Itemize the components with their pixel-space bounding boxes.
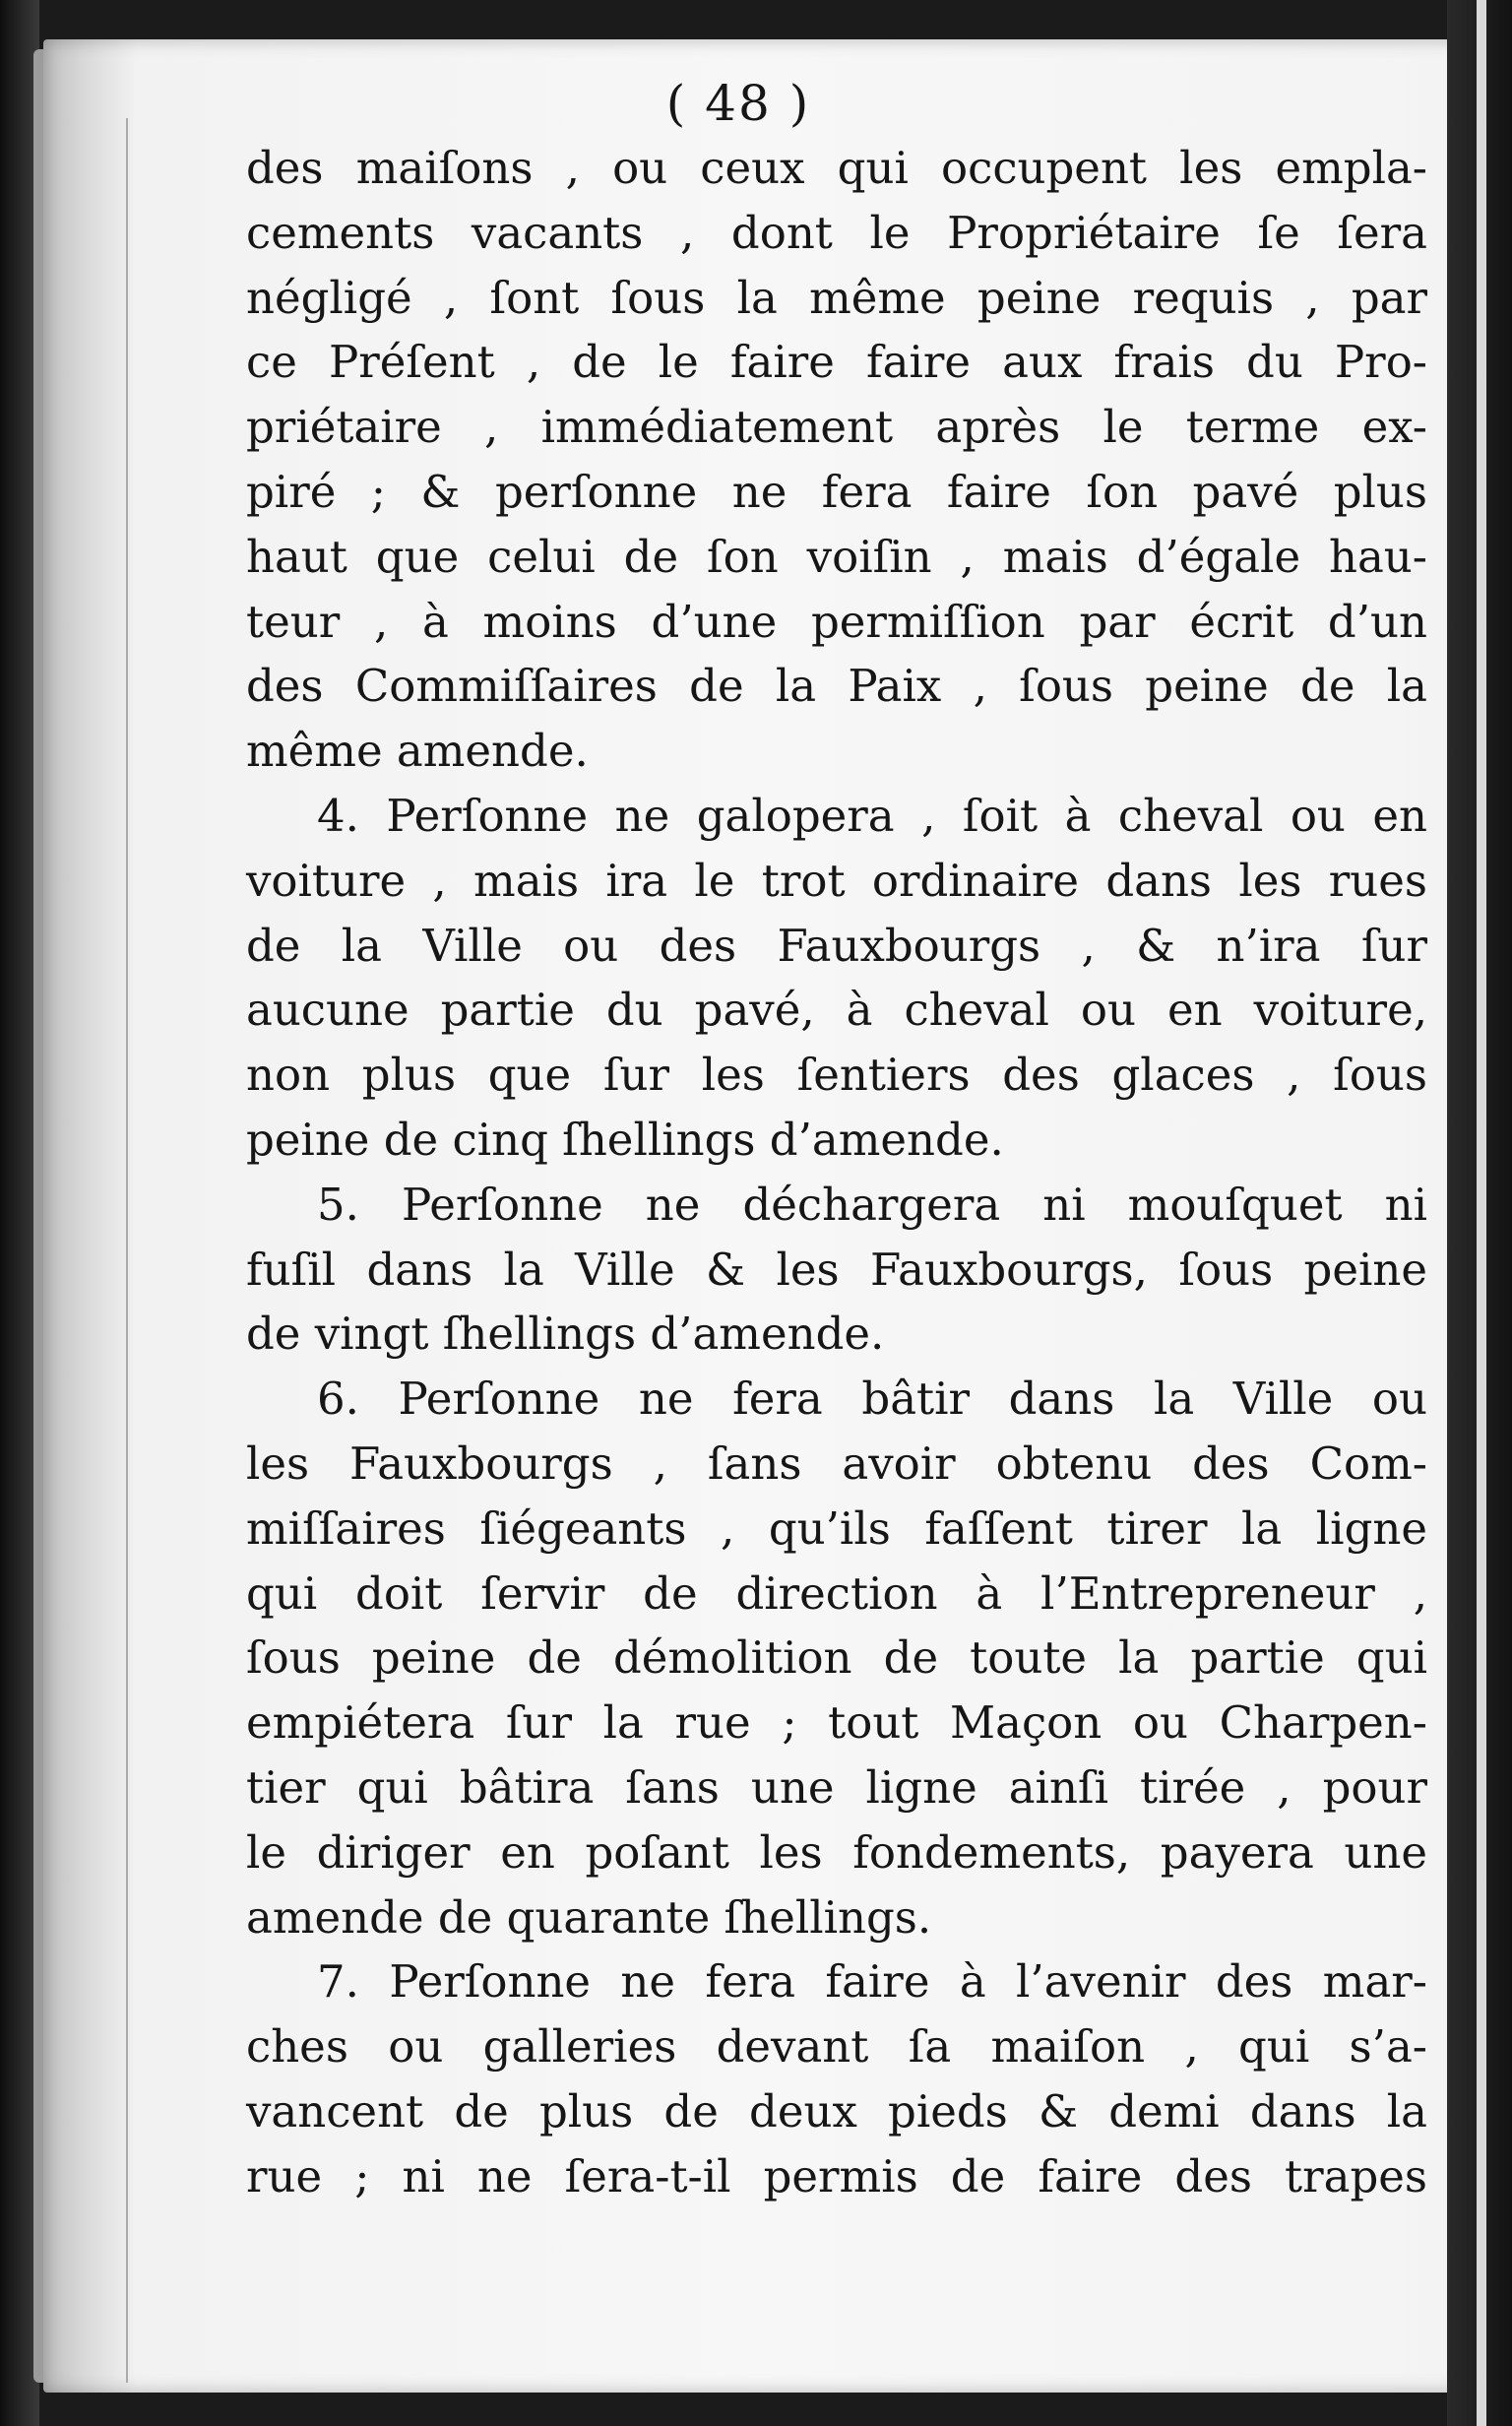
text-line: cements vacants , dont le Propriétaire ſe ſera: [246, 206, 1427, 259]
next-page-edge: [1477, 0, 1486, 2426]
page-number: ( 48 ): [665, 75, 811, 132]
text-line: rue ; ni ne ſera-t-il permis de faire des trapes: [246, 2149, 1427, 2203]
page-text: [246, 69, 1427, 2209]
text-line: peine de cinq ſhellings d’amende.: [246, 1113, 1004, 1166]
body-text: [246, 136, 1427, 2209]
text-line: des maiſons , ou ceux qui occupent les empla-: [246, 142, 1427, 194]
text-line: ches ou galleries devant ſa maiſon , qui s’a-: [246, 2020, 1427, 2074]
text-line: négligé , ſont ſous la même peine requis , par: [246, 271, 1427, 324]
text-line: teur , à moins d’une permiſſion par écrit d’un: [246, 595, 1427, 648]
text-line: qui doit ſervir de direction à l’Entrepreneur ,: [246, 1566, 1427, 1620]
text-line: de la Ville ou des Fauxbourgs , & n’ira ſur: [246, 919, 1427, 972]
text-line: même amende.: [246, 725, 589, 778]
text-line: voiture , mais ira le trot ordinaire dans les rues: [246, 854, 1427, 907]
text-line: ſous peine de démolition de toute la partie qui: [246, 1631, 1427, 1685]
article-4-start: 4. Perſonne ne galopera , ſoit à cheval ou en: [317, 789, 1427, 842]
text-line: miſſaires ſiégeants , qu’ils faſſent tirer la ligne: [246, 1501, 1427, 1555]
text-line: priétaire , immédiatement après le terme ex-: [246, 401, 1427, 454]
text-line: aucune partie du pavé, à cheval ou en voiture,: [246, 984, 1427, 1037]
text-line: haut que celui de ſon voiſin , mais d’égale hau-: [246, 530, 1427, 583]
text-line: le diriger en poſant les fondements, payera une: [246, 1825, 1427, 1879]
text-line: empiétera ſur la rue ; tout Maçon ou Charpen-: [246, 1696, 1427, 1750]
text-line: ce Préſent , de le faire faire aux frais du Pro-: [246, 336, 1427, 389]
article-6-start: 6. Perſonne ne fera bâtir dans la Ville ou: [317, 1373, 1427, 1426]
text-line: fuſil dans la Ville & les Fauxbourgs, ſous peine: [246, 1243, 1427, 1296]
text-line: des Commiſſaires de la Paix , ſous peine de la: [246, 660, 1427, 713]
text-line: amende de quarante ſhellings.: [246, 1890, 932, 1944]
text-line: les Fauxbourgs , ſans avoir obtenu des Com-: [246, 1436, 1427, 1490]
text-line: tier qui bâtira ſans une ligne ainſi tirée , pour: [246, 1760, 1427, 1814]
text-line: de vingt ſhellings d’amende.: [246, 1308, 885, 1361]
article-5-start: 5. Perſonne ne déchargera ni mouſquet ni: [317, 1178, 1427, 1231]
text-line: non plus que ſur les ſentiers des glaces , ſous: [246, 1049, 1427, 1102]
gutter-crease: [126, 118, 128, 2383]
text-line: vancent de plus de deux pieds & demi dans la: [246, 2084, 1427, 2138]
article-7-start: 7. Perſonne ne fera faire à l’avenir des mar-: [317, 1955, 1427, 2009]
text-line: piré ; & perſonne ne fera faire ſon pavé plus: [246, 465, 1427, 518]
